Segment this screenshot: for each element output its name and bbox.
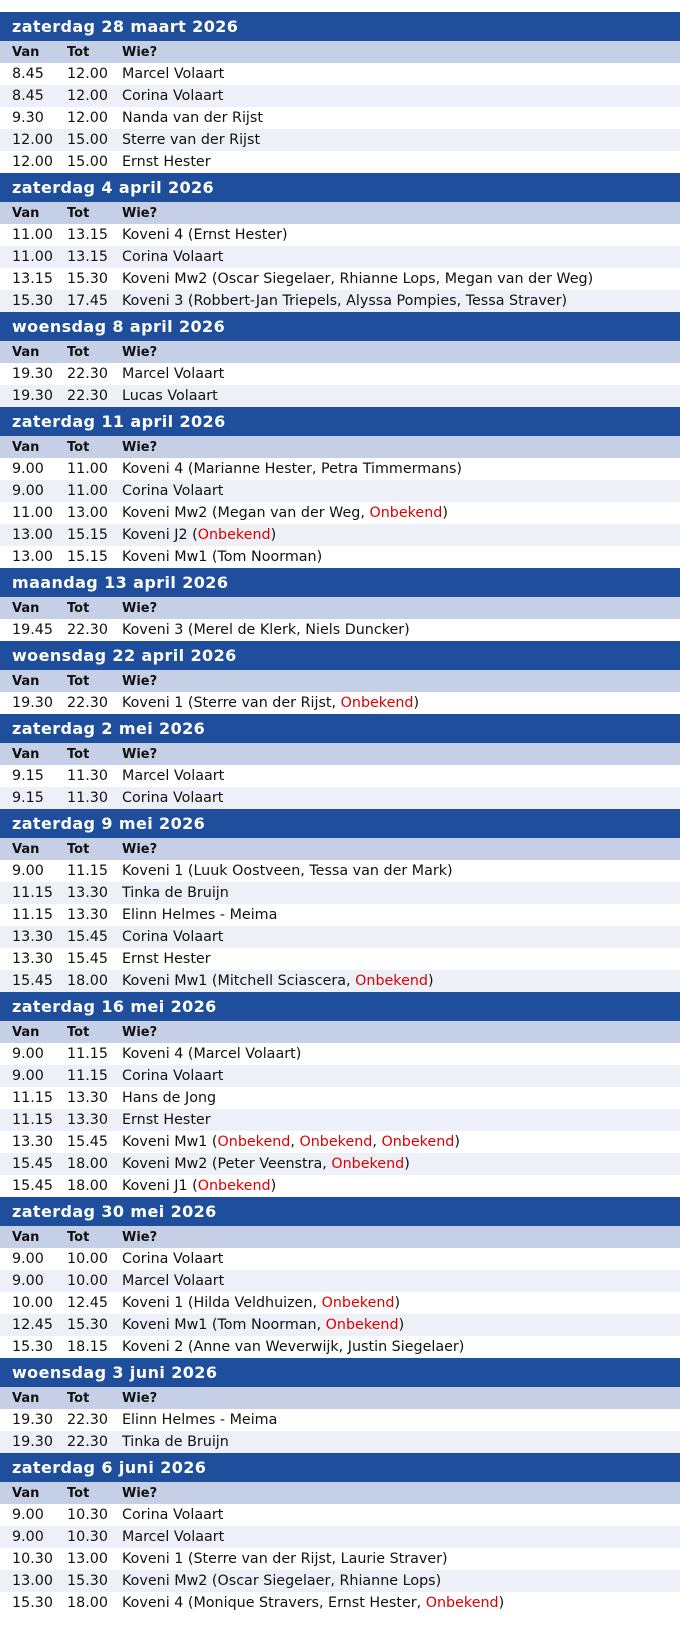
table-row — [0, 1570, 680, 1592]
table-row — [0, 1248, 680, 1270]
day-title: zaterdag 9 mei 2026 — [0, 809, 680, 838]
table-row — [0, 692, 680, 714]
cell-tot: 12.00 — [67, 66, 108, 82]
table-row — [0, 363, 680, 385]
table-row — [0, 1153, 680, 1175]
column-header-wie: Wie? — [122, 440, 158, 455]
unknown-person: Onbekend — [340, 695, 414, 711]
cell-tot: 15.15 — [67, 527, 108, 543]
unknown-person: Onbekend — [325, 1317, 399, 1333]
cell-wie: Lucas Volaart — [122, 388, 218, 404]
column-header-van: Van — [12, 206, 40, 221]
table-row — [0, 546, 680, 568]
column-header-row — [0, 341, 680, 363]
cell-tot: 11.30 — [67, 768, 108, 784]
cell-van: 9.00 — [12, 1529, 44, 1545]
table-row — [0, 151, 680, 173]
table-row — [0, 948, 680, 970]
cell-van: 8.45 — [12, 66, 44, 82]
column-header-tot: Tot — [67, 45, 90, 60]
cell-wie: Koveni Mw1 (Onbekend, Onbekend, Onbekend) — [122, 1134, 460, 1150]
day-title: woensdag 22 april 2026 — [0, 641, 680, 670]
cell-wie: Koveni 4 (Marcel Volaart) — [122, 1046, 302, 1062]
table-row — [0, 1175, 680, 1197]
cell-tot: 13.15 — [67, 227, 108, 243]
table-row — [0, 1314, 680, 1336]
cell-tot: 11.00 — [67, 461, 108, 477]
table-row — [0, 619, 680, 641]
cell-tot: 10.00 — [67, 1251, 108, 1267]
cell-van: 13.00 — [12, 527, 53, 543]
cell-van: 13.30 — [12, 951, 53, 967]
cell-van: 11.15 — [12, 885, 53, 901]
cell-van: 15.45 — [12, 1178, 53, 1194]
table-row — [0, 502, 680, 524]
column-header-wie: Wie? — [122, 747, 158, 762]
cell-tot: 22.30 — [67, 1412, 108, 1428]
cell-wie: Koveni 4 (Marianne Hester, Petra Timmermans) — [122, 461, 463, 477]
cell-van: 11.15 — [12, 1112, 53, 1128]
unknown-person: Onbekend — [381, 1134, 455, 1150]
cell-tot: 13.30 — [67, 1090, 108, 1106]
column-header-wie: Wie? — [122, 842, 158, 857]
column-header-tot: Tot — [67, 674, 90, 689]
cell-van: 9.30 — [12, 110, 44, 126]
table-row — [0, 524, 680, 546]
cell-wie: Koveni 4 (Ernst Hester) — [122, 227, 288, 243]
cell-wie: Marcel Volaart — [122, 66, 225, 82]
cell-tot: 18.15 — [67, 1339, 108, 1355]
cell-van: 10.30 — [12, 1551, 53, 1567]
cell-van: 13.30 — [12, 929, 53, 945]
unknown-person: Onbekend — [217, 1134, 291, 1150]
cell-van: 12.45 — [12, 1317, 53, 1333]
cell-tot: 13.30 — [67, 907, 108, 923]
unknown-person: Onbekend — [331, 1156, 405, 1172]
cell-wie: Koveni 4 (Monique Stravers, Ernst Hester, Onbekend) — [122, 1595, 505, 1611]
column-header-tot: Tot — [67, 1391, 90, 1406]
cell-wie: Koveni 3 (Merel de Klerk, Niels Duncker) — [122, 622, 410, 638]
cell-van: 13.00 — [12, 549, 53, 565]
cell-van: 11.00 — [12, 227, 53, 243]
table-row — [0, 1065, 680, 1087]
cell-van: 9.00 — [12, 1046, 44, 1062]
cell-van: 19.45 — [12, 622, 53, 638]
cell-van: 19.30 — [12, 695, 53, 711]
column-header-tot: Tot — [67, 842, 90, 857]
cell-wie: Koveni 1 (Luuk Oostveen, Tessa van der Mark) — [122, 863, 453, 879]
cell-wie: Corina Volaart — [122, 790, 224, 806]
cell-tot: 11.00 — [67, 483, 108, 499]
day-block — [0, 992, 680, 1197]
cell-wie: Ernst Hester — [122, 1112, 211, 1128]
cell-van: 9.00 — [12, 1273, 44, 1289]
cell-wie: Koveni J1 (Onbekend) — [122, 1178, 277, 1194]
cell-van: 19.30 — [12, 388, 53, 404]
cell-van: 19.30 — [12, 366, 53, 382]
day-title: zaterdag 6 juni 2026 — [0, 1453, 680, 1482]
table-row — [0, 480, 680, 502]
cell-wie: Hans de Jong — [122, 1090, 217, 1106]
cell-tot: 10.00 — [67, 1273, 108, 1289]
column-header-wie: Wie? — [122, 45, 158, 60]
cell-wie: Corina Volaart — [122, 1068, 224, 1084]
cell-tot: 22.30 — [67, 388, 108, 404]
cell-van: 12.00 — [12, 154, 53, 170]
cell-wie: Koveni Mw2 (Megan van der Weg, Onbekend) — [122, 505, 448, 521]
cell-wie: Corina Volaart — [122, 1251, 224, 1267]
cell-van: 9.00 — [12, 1507, 44, 1523]
table-row — [0, 1526, 680, 1548]
cell-tot: 11.30 — [67, 790, 108, 806]
cell-van: 15.45 — [12, 1156, 53, 1172]
cell-wie: Corina Volaart — [122, 1507, 224, 1523]
column-header-row — [0, 1387, 680, 1409]
cell-van: 9.00 — [12, 1251, 44, 1267]
table-row — [0, 1109, 680, 1131]
cell-van: 12.00 — [12, 132, 53, 148]
table-row — [0, 860, 680, 882]
cell-tot: 18.00 — [67, 973, 108, 989]
table-row — [0, 1431, 680, 1453]
table-row — [0, 268, 680, 290]
cell-tot: 22.30 — [67, 622, 108, 638]
cell-van: 9.00 — [12, 1068, 44, 1084]
cell-tot: 15.00 — [67, 154, 108, 170]
cell-tot: 15.30 — [67, 271, 108, 287]
table-row — [0, 1548, 680, 1570]
column-header-van: Van — [12, 747, 40, 762]
cell-wie: Koveni 1 (Sterre van der Rijst, Laurie Straver) — [122, 1551, 448, 1567]
unknown-person: Onbekend — [299, 1134, 373, 1150]
column-header-wie: Wie? — [122, 206, 158, 221]
cell-tot: 15.45 — [67, 951, 108, 967]
column-header-van: Van — [12, 440, 40, 455]
cell-van: 13.15 — [12, 271, 53, 287]
cell-wie: Koveni Mw1 (Mitchell Sciascera, Onbekend) — [122, 973, 434, 989]
table-row — [0, 246, 680, 268]
table-row — [0, 765, 680, 787]
cell-wie: Corina Volaart — [122, 483, 224, 499]
cell-van: 13.30 — [12, 1134, 53, 1150]
cell-tot: 12.00 — [67, 110, 108, 126]
cell-wie: Koveni Mw2 (Oscar Siegelaer, Rhianne Lops, Megan van der Weg) — [122, 271, 594, 287]
table-row — [0, 1409, 680, 1431]
cell-wie: Marcel Volaart — [122, 366, 225, 382]
cell-wie: Elinn Helmes - Meima — [122, 907, 278, 923]
table-row — [0, 787, 680, 809]
cell-wie: Koveni J2 (Onbekend) — [122, 527, 277, 543]
cell-tot: 10.30 — [67, 1507, 108, 1523]
cell-wie: Koveni Mw2 (Oscar Siegelaer, Rhianne Lops) — [122, 1573, 442, 1589]
column-header-row — [0, 1021, 680, 1043]
cell-wie: Koveni 1 (Sterre van der Rijst, Onbekend) — [122, 695, 420, 711]
column-header-van: Van — [12, 1391, 40, 1406]
table-row — [0, 290, 680, 312]
column-header-row — [0, 436, 680, 458]
cell-wie: Elinn Helmes - Meima — [122, 1412, 278, 1428]
column-header-van: Van — [12, 1486, 40, 1501]
cell-van: 9.15 — [12, 790, 44, 806]
column-header-row — [0, 1226, 680, 1248]
cell-wie: Nanda van der Rijst — [122, 110, 263, 126]
day-title: zaterdag 4 april 2026 — [0, 173, 680, 202]
cell-tot: 17.45 — [67, 293, 108, 309]
unknown-person: Onbekend — [369, 505, 443, 521]
column-header-van: Van — [12, 1025, 40, 1040]
cell-tot: 11.15 — [67, 1068, 108, 1084]
cell-tot: 15.15 — [67, 549, 108, 565]
cell-van: 15.30 — [12, 1595, 53, 1611]
table-row — [0, 904, 680, 926]
cell-van: 19.30 — [12, 1434, 53, 1450]
table-row — [0, 1043, 680, 1065]
cell-wie: Corina Volaart — [122, 249, 224, 265]
cell-van: 9.00 — [12, 461, 44, 477]
cell-tot: 13.00 — [67, 1551, 108, 1567]
column-header-wie: Wie? — [122, 1025, 158, 1040]
table-row — [0, 385, 680, 407]
cell-van: 15.30 — [12, 293, 53, 309]
column-header-van: Van — [12, 842, 40, 857]
column-header-row — [0, 838, 680, 860]
table-row — [0, 970, 680, 992]
cell-van: 11.00 — [12, 505, 53, 521]
column-header-van: Van — [12, 1230, 40, 1245]
table-row — [0, 1592, 680, 1614]
cell-tot: 18.00 — [67, 1156, 108, 1172]
table-row — [0, 1087, 680, 1109]
cell-van: 13.00 — [12, 1573, 53, 1589]
table-row — [0, 107, 680, 129]
column-header-van: Van — [12, 601, 40, 616]
cell-van: 11.00 — [12, 249, 53, 265]
cell-tot: 18.00 — [67, 1595, 108, 1611]
cell-tot: 11.15 — [67, 1046, 108, 1062]
column-header-tot: Tot — [67, 345, 90, 360]
column-header-row — [0, 1482, 680, 1504]
column-header-van: Van — [12, 674, 40, 689]
cell-tot: 15.45 — [67, 929, 108, 945]
cell-wie: Marcel Volaart — [122, 768, 225, 784]
day-block — [0, 1358, 680, 1453]
cell-van: 9.00 — [12, 483, 44, 499]
cell-wie: Koveni 2 (Anne van Weverwijk, Justin Siegelaer) — [122, 1339, 465, 1355]
cell-tot: 10.30 — [67, 1529, 108, 1545]
column-header-wie: Wie? — [122, 1486, 158, 1501]
cell-tot: 22.30 — [67, 695, 108, 711]
table-row — [0, 1504, 680, 1526]
cell-tot: 13.30 — [67, 885, 108, 901]
day-block — [0, 568, 680, 641]
table-row — [0, 224, 680, 246]
day-block — [0, 173, 680, 312]
column-header-tot: Tot — [67, 1486, 90, 1501]
day-title: zaterdag 28 maart 2026 — [0, 12, 680, 41]
cell-wie: Ernst Hester — [122, 951, 211, 967]
column-header-wie: Wie? — [122, 601, 158, 616]
table-row — [0, 458, 680, 480]
cell-wie: Corina Volaart — [122, 88, 224, 104]
cell-tot: 13.00 — [67, 505, 108, 521]
cell-wie: Ernst Hester — [122, 154, 211, 170]
column-header-tot: Tot — [67, 747, 90, 762]
cell-van: 10.00 — [12, 1295, 53, 1311]
column-header-tot: Tot — [67, 1230, 90, 1245]
table-row — [0, 63, 680, 85]
cell-tot: 18.00 — [67, 1178, 108, 1194]
cell-tot: 15.30 — [67, 1317, 108, 1333]
cell-tot: 15.00 — [67, 132, 108, 148]
cell-van: 15.30 — [12, 1339, 53, 1355]
day-title: woensdag 3 juni 2026 — [0, 1358, 680, 1387]
cell-wie: Koveni Mw2 (Peter Veenstra, Onbekend) — [122, 1156, 410, 1172]
column-header-tot: Tot — [67, 206, 90, 221]
table-row — [0, 1292, 680, 1314]
cell-tot: 13.15 — [67, 249, 108, 265]
cell-wie: Tinka de Bruijn — [122, 885, 229, 901]
cell-wie: Koveni 1 (Hilda Veldhuizen, Onbekend) — [122, 1295, 401, 1311]
column-header-van: Van — [12, 345, 40, 360]
cell-tot: 22.30 — [67, 1434, 108, 1450]
cell-tot: 11.15 — [67, 863, 108, 879]
column-header-wie: Wie? — [122, 1391, 158, 1406]
unknown-person: Onbekend — [355, 973, 429, 989]
column-header-van: Van — [12, 45, 40, 60]
column-header-wie: Wie? — [122, 674, 158, 689]
cell-tot: 15.45 — [67, 1134, 108, 1150]
day-title: zaterdag 2 mei 2026 — [0, 714, 680, 743]
table-row — [0, 926, 680, 948]
cell-wie: Marcel Volaart — [122, 1529, 225, 1545]
column-header-wie: Wie? — [122, 345, 158, 360]
cell-van: 15.45 — [12, 973, 53, 989]
unknown-person: Onbekend — [321, 1295, 395, 1311]
cell-van: 11.15 — [12, 1090, 53, 1106]
table-row — [0, 882, 680, 904]
cell-wie: Sterre van der Rijst — [122, 132, 261, 148]
day-title: zaterdag 16 mei 2026 — [0, 992, 680, 1021]
day-block — [0, 714, 680, 809]
day-block — [0, 312, 680, 407]
column-header-row — [0, 597, 680, 619]
column-header-row — [0, 670, 680, 692]
cell-wie: Tinka de Bruijn — [122, 1434, 229, 1450]
day-title: maandag 13 april 2026 — [0, 568, 680, 597]
unknown-person: Onbekend — [425, 1595, 499, 1611]
table-row — [0, 1336, 680, 1358]
cell-tot: 12.45 — [67, 1295, 108, 1311]
cell-tot: 13.30 — [67, 1112, 108, 1128]
day-block — [0, 1453, 680, 1614]
column-header-row — [0, 743, 680, 765]
day-title: zaterdag 30 mei 2026 — [0, 1197, 680, 1226]
table-row — [0, 1131, 680, 1153]
day-block — [0, 809, 680, 992]
table-row — [0, 129, 680, 151]
day-block — [0, 1197, 680, 1358]
column-header-tot: Tot — [67, 1025, 90, 1040]
cell-van: 9.15 — [12, 768, 44, 784]
cell-tot: 22.30 — [67, 366, 108, 382]
table-row — [0, 1270, 680, 1292]
day-title: zaterdag 11 april 2026 — [0, 407, 680, 436]
cell-wie: Koveni Mw1 (Tom Noorman, Onbekend) — [122, 1317, 405, 1333]
column-header-tot: Tot — [67, 440, 90, 455]
cell-van: 11.15 — [12, 907, 53, 923]
column-header-row — [0, 202, 680, 224]
cell-van: 9.00 — [12, 863, 44, 879]
day-title: woensdag 8 april 2026 — [0, 312, 680, 341]
cell-tot: 15.30 — [67, 1573, 108, 1589]
column-header-row — [0, 41, 680, 63]
column-header-wie: Wie? — [122, 1230, 158, 1245]
table-row — [0, 85, 680, 107]
unknown-person: Onbekend — [197, 527, 271, 543]
cell-wie: Koveni 3 (Robbert-Jan Triepels, Alyssa Pompies, Tessa Straver) — [122, 293, 568, 309]
day-block — [0, 641, 680, 714]
cell-wie: Koveni Mw1 (Tom Noorman) — [122, 549, 323, 565]
day-block — [0, 12, 680, 173]
day-block — [0, 407, 680, 568]
cell-wie: Corina Volaart — [122, 929, 224, 945]
cell-van: 19.30 — [12, 1412, 53, 1428]
unknown-person: Onbekend — [197, 1178, 271, 1194]
cell-van: 8.45 — [12, 88, 44, 104]
cell-wie: Marcel Volaart — [122, 1273, 225, 1289]
column-header-tot: Tot — [67, 601, 90, 616]
cell-tot: 12.00 — [67, 88, 108, 104]
